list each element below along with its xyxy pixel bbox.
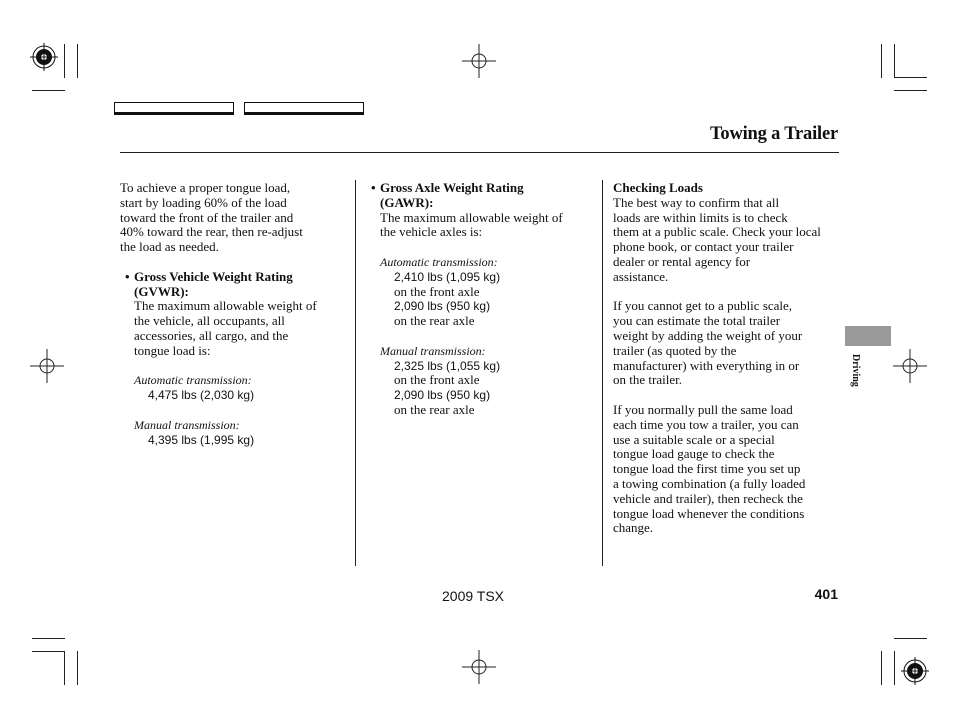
para2-line: manufacturer) with everything in or bbox=[613, 357, 800, 373]
gawr-auto-front-value: 2,410 lbs (1,095 kg) bbox=[394, 269, 501, 284]
para3-line: If you normally pull the same load bbox=[613, 401, 793, 417]
para1-line: them at a public scale. Check your local bbox=[613, 224, 821, 240]
gvwr-heading: (GVWR): bbox=[134, 283, 189, 299]
para3-line: tongue load the first time you set up bbox=[613, 461, 801, 477]
para3-line: vehicle and trailer), then recheck the bbox=[613, 490, 803, 506]
gawr-body-line: The maximum allowable weight of bbox=[380, 209, 563, 225]
column-divider-1 bbox=[355, 180, 356, 566]
page-number: 401 bbox=[814, 586, 838, 602]
gawr-manual-label: Manual transmission: bbox=[380, 343, 486, 358]
column-3 bbox=[613, 181, 843, 536]
gvwr-heading: Gross Vehicle Weight Rating bbox=[134, 268, 293, 284]
gvwr-body-line: accessories, all cargo, and the bbox=[134, 327, 289, 343]
para2-line: on the trailer. bbox=[613, 372, 682, 388]
gawr-front-axle-text: on the front axle bbox=[394, 372, 480, 388]
section-tab bbox=[845, 326, 891, 346]
gawr-auto-label: Automatic transmission: bbox=[380, 254, 498, 269]
intro-line: To achieve a proper tongue load, bbox=[120, 180, 291, 195]
para1-line: dealer or rental agency for bbox=[613, 253, 751, 269]
para1-line: The best way to confirm that all bbox=[613, 194, 780, 210]
para2-line: trailer (as quoted by the bbox=[613, 342, 737, 358]
para2-line: you can estimate the total trailer bbox=[613, 313, 781, 329]
title-rule bbox=[120, 152, 839, 153]
para3-line: change. bbox=[613, 520, 654, 536]
bullet-dot: • bbox=[371, 180, 376, 195]
header-box-left bbox=[114, 102, 234, 115]
gvwr-auto-value: 4,475 lbs (2,030 kg) bbox=[148, 388, 255, 403]
intro-line: the load as needed. bbox=[120, 239, 219, 255]
para3-line: a towing combination (a fully loaded bbox=[613, 475, 806, 491]
gvwr-body-line: tongue load is: bbox=[134, 342, 211, 358]
gawr-front-axle-text: on the front axle bbox=[394, 283, 480, 299]
gvwr-section bbox=[120, 270, 348, 448]
column-1 bbox=[120, 181, 348, 447]
para1-line: phone book, or contact your trailer bbox=[613, 239, 794, 255]
checking-loads-heading: Checking Loads bbox=[613, 180, 703, 195]
column-2 bbox=[366, 181, 596, 418]
gvwr-body-line: The maximum allowable weight of bbox=[134, 298, 317, 314]
gawr-manual-rear-value: 2,090 lbs (950 kg) bbox=[394, 388, 491, 403]
para3-line: tongue load whenever the conditions bbox=[613, 505, 805, 521]
footer-model: 2009 TSX bbox=[442, 588, 505, 604]
section-label: Driving bbox=[850, 354, 861, 387]
column-divider-2 bbox=[602, 180, 603, 566]
gawr-body-line: the vehicle axles is: bbox=[380, 224, 483, 240]
gawr-rear-axle-text: on the rear axle bbox=[394, 313, 475, 329]
gawr-section bbox=[366, 181, 596, 418]
intro-line: 40% toward the rear, then re-adjust bbox=[120, 224, 303, 240]
gawr-auto-rear-value: 2,090 lbs (950 kg) bbox=[394, 299, 491, 314]
gawr-heading: Gross Axle Weight Rating bbox=[380, 180, 524, 195]
gvwr-manual-label: Manual transmission: bbox=[134, 417, 240, 432]
para3-line: each time you tow a trailer, you can bbox=[613, 416, 799, 432]
gawr-rear-axle-text: on the rear axle bbox=[394, 401, 475, 417]
para3-line: tongue load gauge to check the bbox=[613, 446, 775, 462]
para3-line: use a suitable scale or a special bbox=[613, 431, 775, 447]
gawr-heading: (GAWR): bbox=[380, 194, 434, 210]
bullet-dot: • bbox=[125, 268, 130, 284]
para1-line: loads are within limits is to check bbox=[613, 209, 788, 225]
para2-line: weight by adding the weight of your bbox=[613, 327, 803, 343]
header-box-right bbox=[244, 102, 364, 115]
page-title: Towing a Trailer bbox=[709, 124, 838, 144]
para1-line: assistance. bbox=[613, 268, 669, 284]
gvwr-body-line: the vehicle, all occupants, all bbox=[134, 313, 285, 329]
intro-line: toward the front of the trailer and bbox=[120, 209, 294, 225]
intro-line: start by loading 60% of the load bbox=[120, 194, 287, 210]
para2-line: If you cannot get to a public scale, bbox=[613, 298, 793, 314]
gvwr-auto-label: Automatic transmission: bbox=[134, 373, 252, 388]
gvwr-manual-value: 4,395 lbs (1,995 kg) bbox=[148, 432, 255, 447]
gawr-manual-front-value: 2,325 lbs (1,055 kg) bbox=[394, 358, 501, 373]
